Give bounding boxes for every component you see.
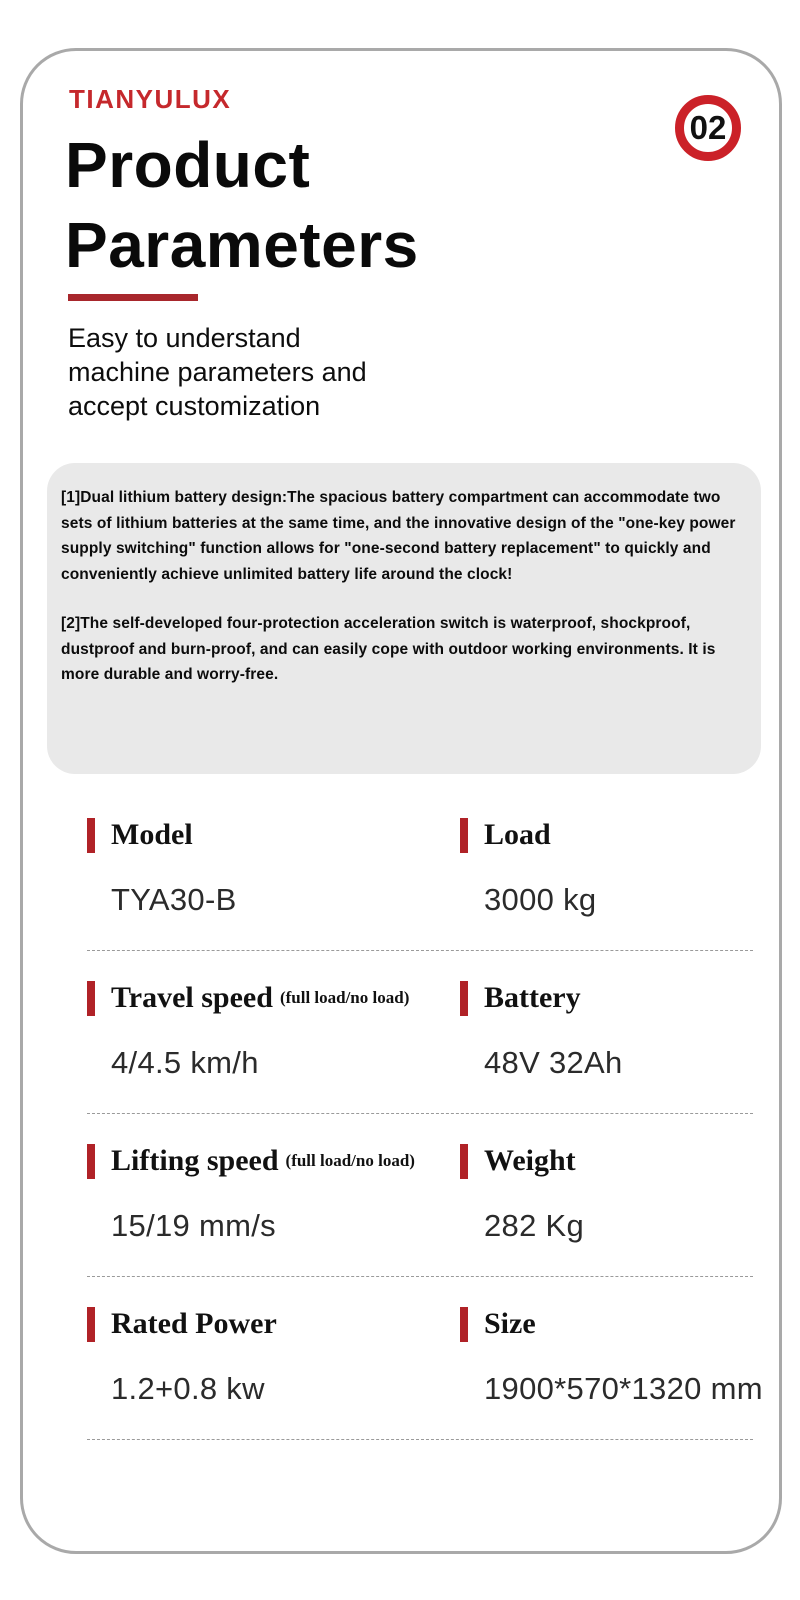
subtitle-line: accept customization: [68, 391, 321, 421]
parameters-row-3: [87, 1114, 753, 1277]
param-model: [87, 818, 460, 918]
red-accent-bar: [460, 1144, 468, 1179]
param-value: 48V 32Ah: [484, 1044, 623, 1080]
param-label: Lifting speed: [111, 1144, 279, 1177]
parameters-row-1: [87, 788, 753, 951]
red-accent-bar: [87, 818, 95, 853]
subtitle-line: machine parameters and: [68, 357, 367, 387]
param-battery: [460, 981, 753, 1081]
parameters-row-4: [87, 1277, 763, 1440]
param-note: (full load/no load): [279, 988, 410, 1007]
param-label-row: [460, 1144, 753, 1179]
brand-logo: TIANYULUX: [69, 84, 232, 114]
param-label-row: [87, 1144, 460, 1179]
param-note: (full load/no load): [285, 1151, 415, 1170]
feature-description-panel: [47, 463, 761, 774]
param-label-row: [87, 818, 460, 853]
param-label: Weight: [484, 1144, 576, 1177]
param-label-row: [460, 981, 753, 1016]
param-value: 4/4.5 km/h: [111, 1044, 259, 1080]
parameters-row-2: [87, 951, 753, 1114]
red-accent-bar: [460, 818, 468, 853]
page-title-line2: Parameters: [65, 209, 419, 281]
red-accent-bar: [460, 981, 468, 1016]
param-travel-speed: [87, 981, 460, 1081]
page-subtitle: [68, 321, 779, 423]
feature-paragraph-1: [1]Dual lithium battery design:The spacious battery compartment can accommodate two sets of lithium batteries at the same time, and the innovative design of the "one-key power supply switching" function allows for "one-second battery replacement" to quickly and conveniently achieve unlimited battery life around the clock!: [61, 489, 736, 583]
param-value: 1900*570*1320 mm: [484, 1370, 763, 1406]
param-label: Load: [484, 818, 551, 851]
param-label-row: [460, 1307, 763, 1342]
page-title-line1: Product: [65, 129, 311, 201]
red-accent-bar: [460, 1307, 468, 1342]
red-accent-bar: [87, 981, 95, 1016]
param-value: 3000 kg: [484, 881, 597, 917]
param-value: TYA30-B: [111, 881, 237, 917]
red-accent-bar: [87, 1307, 95, 1342]
param-label: Battery: [484, 981, 581, 1014]
param-label: Model: [111, 818, 193, 851]
param-label-row: [460, 818, 753, 853]
product-parameters-card: [20, 48, 782, 1554]
page-title: [65, 125, 779, 285]
param-rated-power: [87, 1307, 460, 1407]
feature-paragraph-2: [2]The self-developed four-protection acceleration switch is waterproof, shockproof, dustproof and burn-proof, and can easily cope with outdoor working environments. It is more durable and worry-free.: [61, 615, 716, 683]
param-load: [460, 818, 753, 918]
red-accent-bar: [87, 1144, 95, 1179]
param-label: Size: [484, 1307, 536, 1340]
param-value: 282 Kg: [484, 1207, 585, 1243]
title-accent-underline: [68, 294, 198, 301]
page-number-badge: [675, 95, 741, 161]
param-weight: [460, 1144, 753, 1244]
param-label: Travel speed: [111, 981, 273, 1014]
param-lifting-speed: [87, 1144, 460, 1244]
param-label-row: [87, 981, 460, 1016]
param-label-row: [87, 1307, 460, 1342]
param-size: [460, 1307, 763, 1407]
param-label: Rated Power: [111, 1307, 277, 1340]
param-value: 1.2+0.8 kw: [111, 1370, 265, 1406]
subtitle-line: Easy to understand: [68, 323, 301, 353]
param-value: 15/19 mm/s: [111, 1207, 276, 1243]
page-number: 02: [689, 109, 727, 146]
parameters-grid: [49, 788, 763, 1440]
